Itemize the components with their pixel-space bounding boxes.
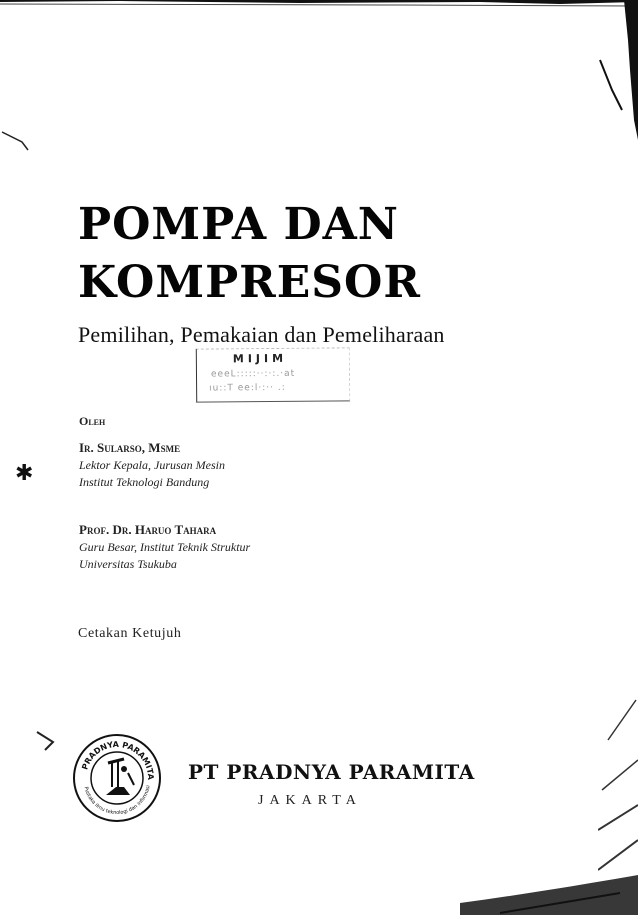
book-title xyxy=(78,196,421,312)
by-label: Oleh xyxy=(79,414,106,428)
author-affiliation: Lektor Kepala, Jurusan Mesin xyxy=(79,458,225,472)
library-stamp xyxy=(196,347,350,402)
scan-mark-logo xyxy=(35,726,57,754)
scan-edge-right xyxy=(598,0,638,915)
logo-text-top: PRADNYA PARAMITA xyxy=(80,739,156,780)
stamp-line-2: ıu::T ee:l·:·· .: xyxy=(209,382,286,394)
scan-edge-top xyxy=(0,0,638,14)
book-subtitle: Pemilihan, Pemakaian dan Pemeliharaan xyxy=(78,322,445,347)
publisher-city: JAKARTA xyxy=(258,793,362,808)
scan-mark-left xyxy=(0,120,30,160)
publisher-name: PT PRADNYA PARAMITA xyxy=(188,760,475,784)
logo-text-bottom: Pustaka ilmu teknologi dan informasi xyxy=(82,784,152,817)
author-institution: Institut Teknologi Bandung xyxy=(79,475,210,489)
stamp-heading: MIJIM xyxy=(232,351,288,366)
scan-edge-bottom xyxy=(0,855,638,915)
ink-blot-icon: ✱ xyxy=(15,460,34,485)
edition-label: Cetakan Ketujuh xyxy=(78,626,182,641)
author-block-2 xyxy=(79,521,250,573)
title-line-1: POMPA DAN xyxy=(78,199,399,250)
publisher-logo-icon xyxy=(72,733,162,823)
author-name: Ir. Sularso, Msme xyxy=(79,440,181,455)
stamp-line-1: eeeL:::::··:·:.·at xyxy=(210,368,296,380)
author-institution: Universitas Tsukuba xyxy=(79,557,177,571)
title-line-2: KOMPRESOR xyxy=(78,257,421,308)
author-block-1 xyxy=(79,439,225,491)
author-affiliation: Guru Besar, Institut Teknik Struktur xyxy=(79,540,251,554)
author-name: Prof. Dr. Haruo Tahara xyxy=(79,522,217,537)
